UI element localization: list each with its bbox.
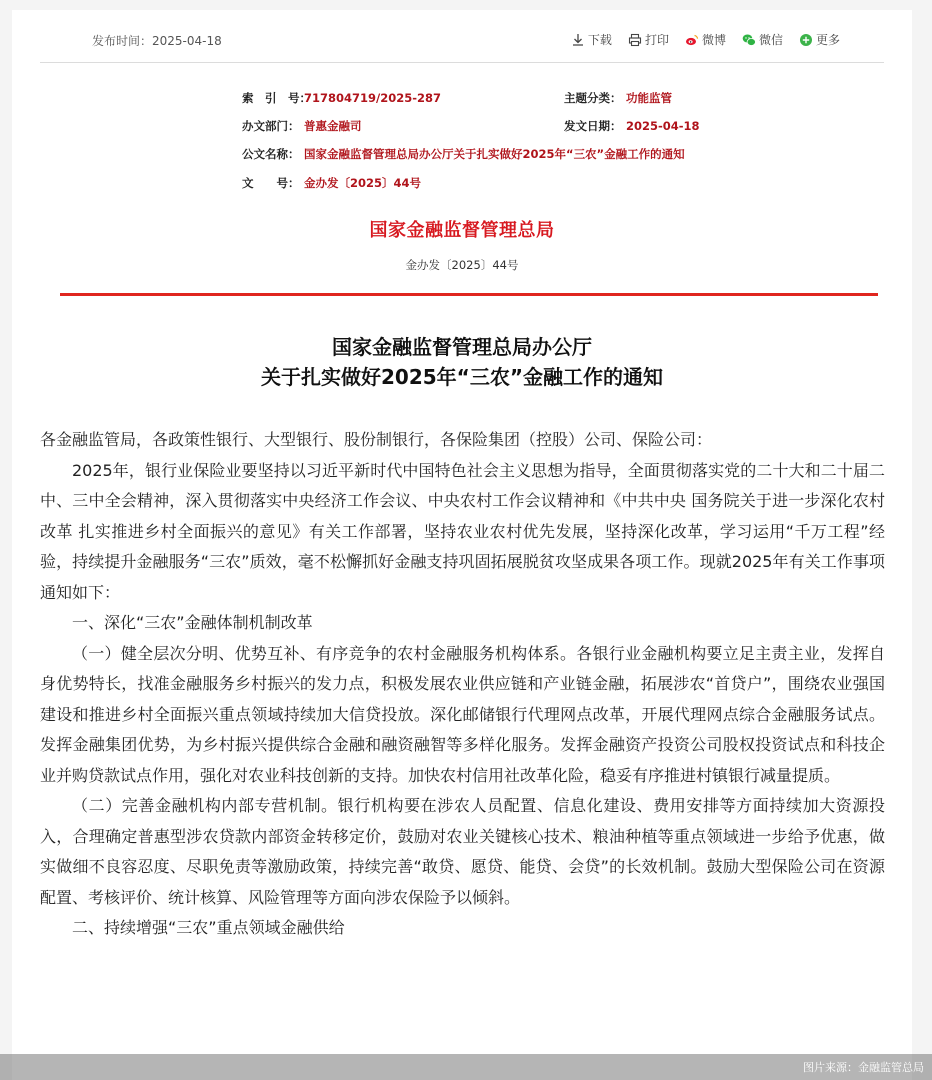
meta-dept-label: 办文部门： — [242, 119, 300, 133]
document-title — [12, 332, 912, 392]
meta-index — [242, 90, 441, 108]
weibo-share-button[interactable] — [685, 31, 726, 48]
top-bar — [12, 10, 912, 62]
more-label: 更多 — [815, 33, 840, 47]
wechat-icon — [742, 33, 756, 47]
paragraph-2: （二）完善金融机构内部专营机制。银行机构要在涉农人员配置、信息化建设、费用安排等方面持续加大资源投入，合理确定普惠型涉农贷款内部资金转移定价，鼓励对农业关键核心技术、粮油种植等重点领域进一步给予优惠，做实做细不良容忍度、尽职免责等激励政策，持续完善“敢贷、愿贷、能贷、会贷”的长效机制。鼓励大型保险公司在资源配置、考核评价、统计核算、风险管理等方面向涉农保险予以倾斜。 — [40, 796, 885, 907]
meta-date-label: 发文日期： — [564, 119, 622, 133]
image-source-watermark — [0, 1054, 932, 1080]
document-body — [40, 425, 885, 944]
meta-docname-label: 公文名称： — [242, 147, 300, 161]
issuer-heading: 国家金融监督管理总局 — [369, 220, 555, 241]
plus-circle-icon — [799, 33, 813, 47]
meta-index-value: 717804719/2025-287 — [304, 91, 442, 105]
addressee: 各金融监管局，各政策性银行、大型银行、股份制银行，各保险集团（控股）公司、保险公司： — [40, 430, 713, 449]
more-share-button[interactable] — [799, 31, 840, 48]
paragraph-1: （一）健全层次分明、优势互补、有序竞争的农村金融服务机构体系。各银行业金融机构要立足主责主业，发挥自身优势特长，找准金融服务乡村振兴的发力点，积极发展农业供应链和产业链金融，拓展涉农“首贷户”，围绕农业强国建设和推进乡村全面振兴重点领域持续加大信贷投放。深化邮储银行代理网点改革，开展代理网点综合金融服务试点。发挥金融集团优势，为乡村振兴提供综合金融和融资融智等多样化服务。发挥金融资产投资公司股权投资试点和科技企业并购贷款试点作用，强化对农业科技创新的支持。加快农村信用社改革化险，稳妥有序推进村镇银行减量提质。 — [40, 643, 885, 785]
document-number: 金办发〔2025〕44号 — [405, 258, 519, 272]
document-page — [12, 10, 912, 1080]
print-icon — [628, 33, 642, 47]
meta-dept-value: 普惠金融司 — [304, 119, 362, 133]
download-label: 下载 — [587, 33, 612, 47]
meta-index-label: 索 引 号： — [242, 91, 311, 105]
print-label: 打印 — [644, 33, 669, 47]
download-button[interactable] — [571, 31, 612, 48]
download-icon — [571, 33, 585, 47]
title-line-2: 关于扎实做好2025年“三农”金融工作的通知 — [261, 365, 663, 389]
header-divider — [40, 62, 884, 63]
section-heading-1: 一、深化“三农”金融体制机制改革 — [72, 613, 313, 632]
print-button[interactable] — [628, 31, 669, 48]
meta-docno-label: 文 号： — [242, 176, 300, 190]
title-line-1: 国家金融监督管理总局办公厅 — [332, 335, 592, 359]
meta-dept — [242, 118, 362, 136]
wechat-share-button[interactable] — [742, 31, 783, 48]
meta-topic-label: 主题分类： — [564, 91, 622, 105]
share-actions — [571, 31, 840, 48]
meta-date-value: 2025-04-18 — [626, 119, 700, 133]
weibo-icon — [685, 33, 699, 47]
meta-topic-value: 功能监管 — [626, 91, 672, 105]
weibo-label: 微博 — [701, 33, 726, 47]
red-header-rule — [60, 293, 878, 296]
wechat-label: 微信 — [758, 33, 783, 47]
meta-docname — [242, 146, 685, 164]
publish-time: 发布时间：2025-04-18 — [92, 34, 222, 48]
meta-topic — [564, 90, 672, 108]
meta-docno-value: 金办发〔2025〕44号 — [304, 176, 422, 190]
intro-paragraph: 2025年，银行业保险业要坚持以习近平新时代中国特色社会主义思想为指导，全面贯彻落实党的二十大和二十届二中、三中全会精神，深入贯彻落实中央经济工作会议、中央农村工作会议精神和《中共中央 国务院关于进一步深化农村改革 扎实推进乡村全面振兴的意见》有关工作部署，坚持农业农村优先发展，坚持深化改革，学习运用“千万工程”经验，持续提升金融服务“三农”质效，毫不松懈抓好金融支持巩固拓展脱贫攻坚成果各项工作。现就2025年有关工作事项通知如下： — [40, 460, 885, 602]
meta-docno — [242, 175, 421, 193]
watermark-text: 图片来源：金融监管总局 — [803, 1061, 924, 1074]
meta-docname-value: 国家金融监督管理总局办公厅关于扎实做好2025年“三农”金融工作的通知 — [304, 147, 685, 161]
section-heading-2: 二、持续增强“三农”重点领域金融供给 — [72, 918, 345, 937]
meta-date — [564, 118, 700, 136]
